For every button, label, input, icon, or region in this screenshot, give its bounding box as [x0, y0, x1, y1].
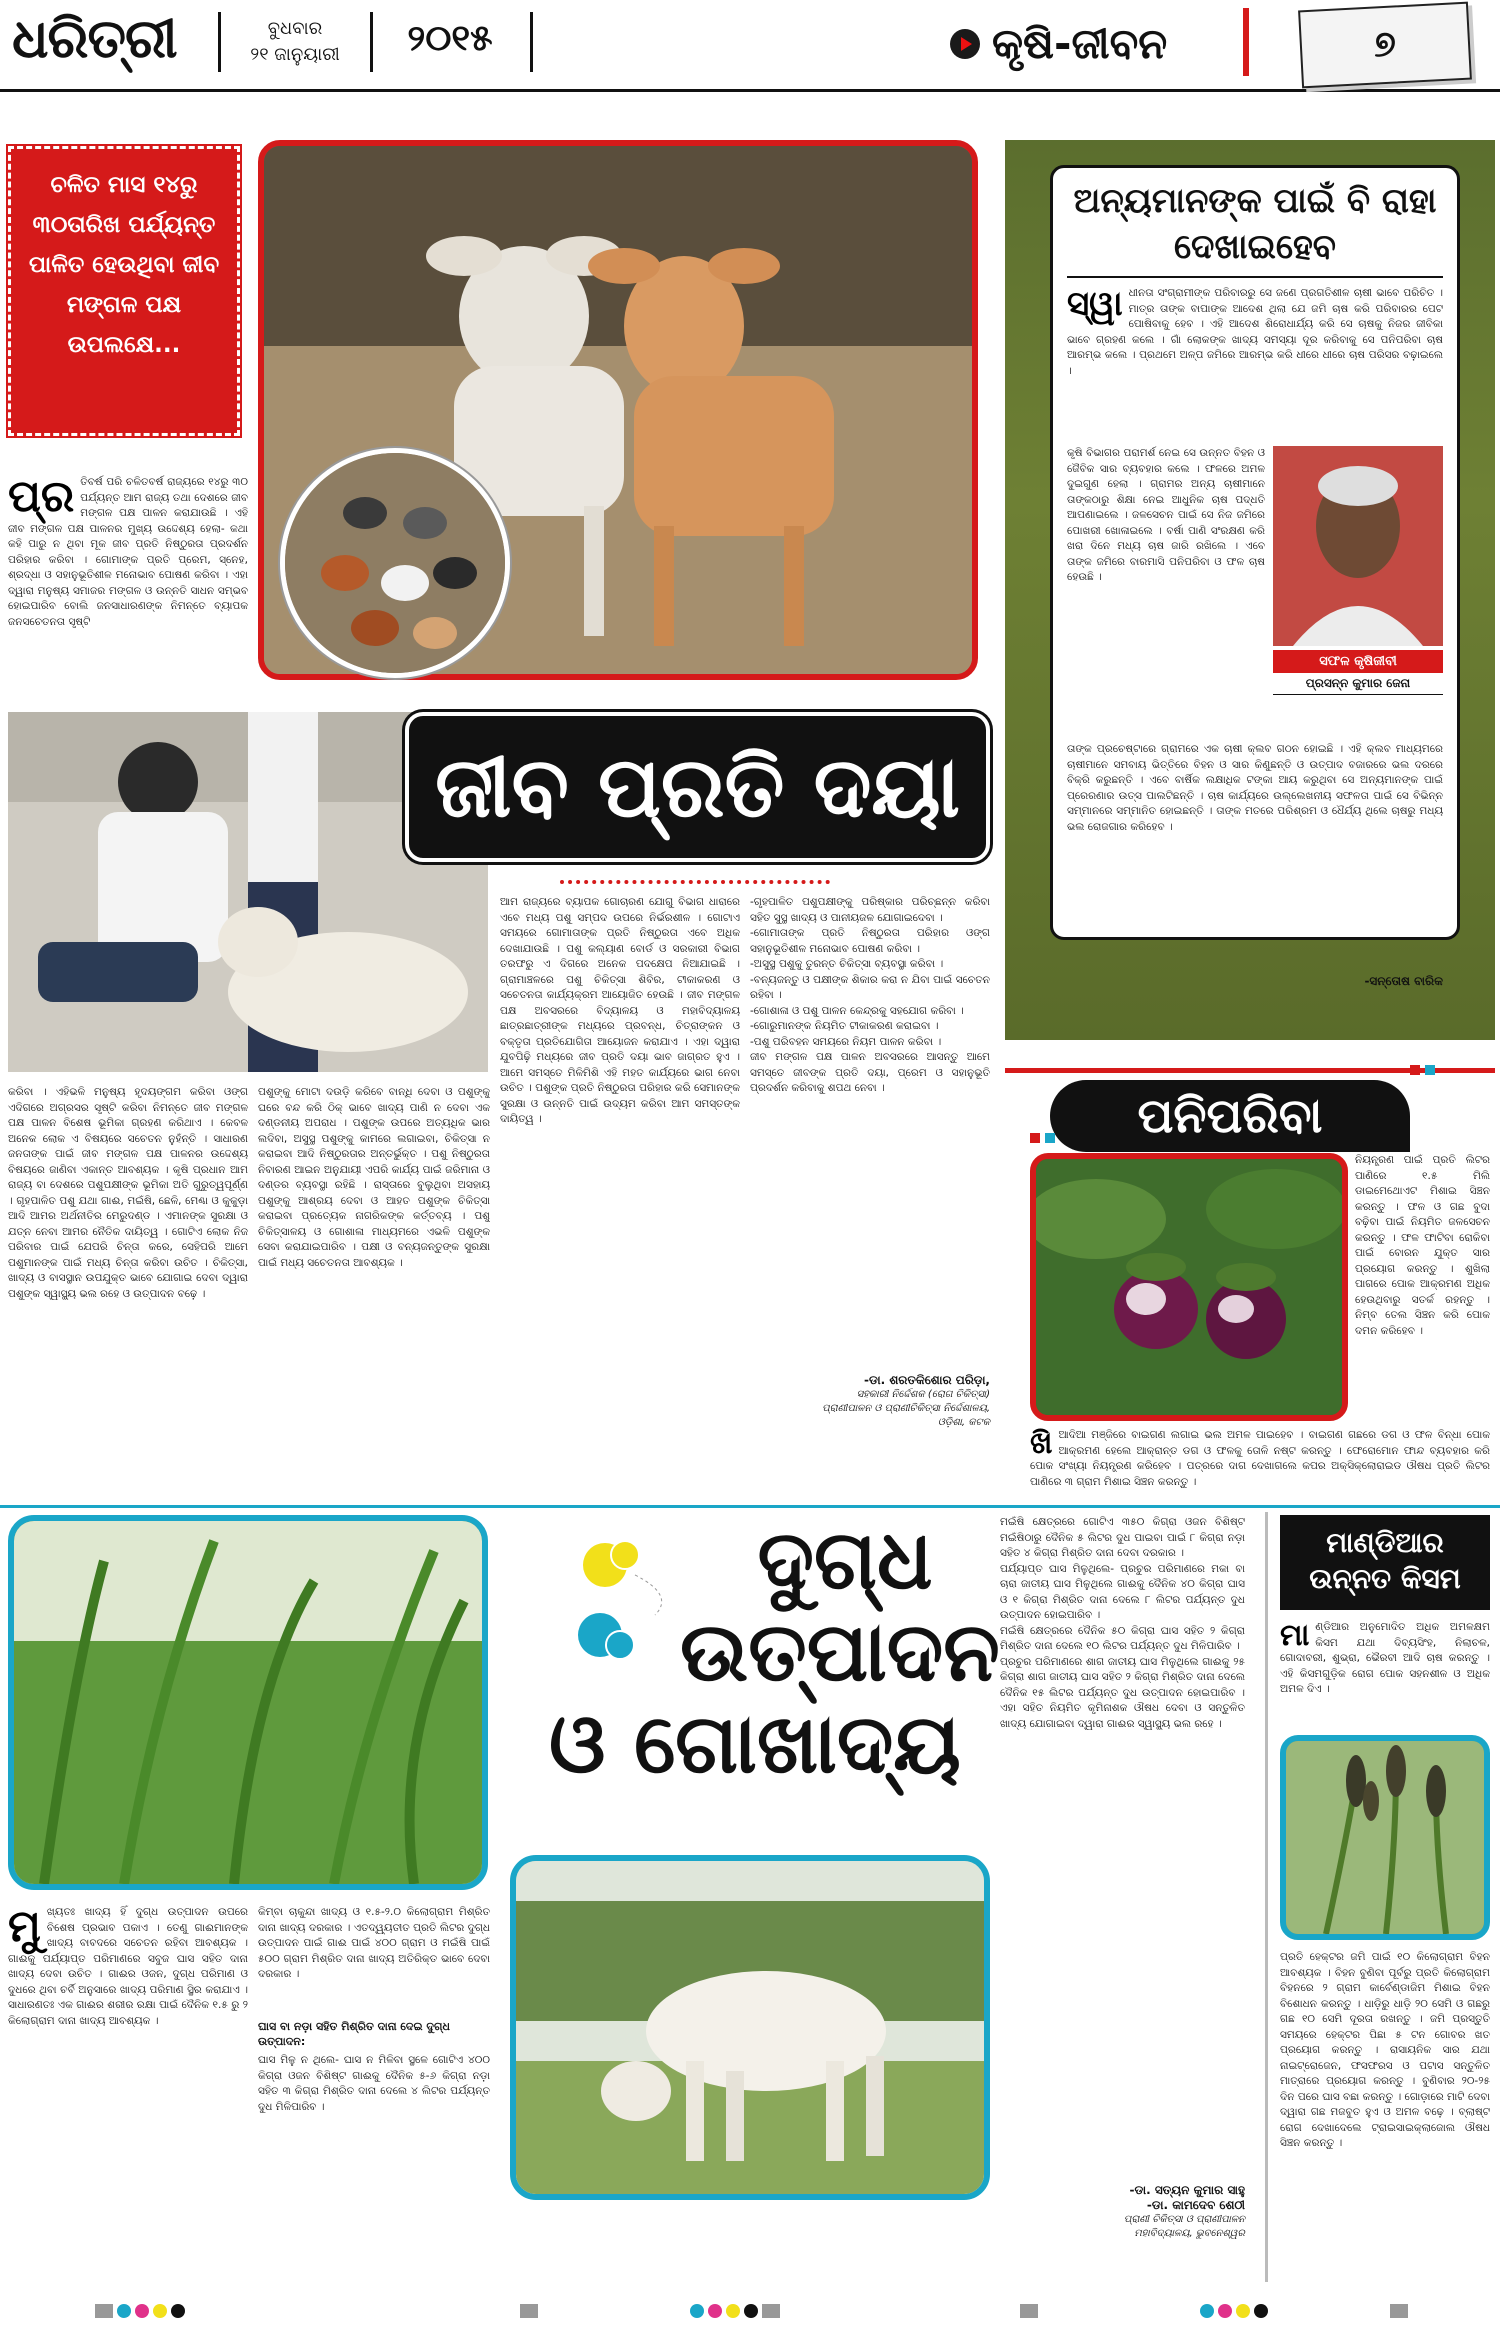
- millet-illustration: [1286, 1741, 1484, 1934]
- red-marker: [1410, 1065, 1420, 1075]
- masthead-divider: [218, 12, 221, 72]
- milk-headline-block: [520, 1513, 1000, 1792]
- mandia-headline-line2: ଉନ୍ନତ କିସମ: [1309, 1562, 1461, 1595]
- success-body-text: ଧୀନତା ସଂଗ୍ରାମୀଙ୍କ ପରିବାରରୁ ସେ ଜଣେ ପ୍ରଗତିଶୀଳ ଚାଷୀ ଭାବେ ପରିଚିତ । ମାତ୍ର ତାଙ୍କ ବାପାଙ୍କ ଆଦେଶ ଥିଲା ଯେ ଜମି ଚାଷ କରି ପରିବାରର ପେଟ ପୋଷିବାକୁ ହେବ । ଏହି ଆଦେଶ ଶିରୋଧାର୍ଯ୍ୟ କରି ସେ ଚାଷକୁ ନିଜର ଜୀବିକା ଭାବେ ଗ୍ରହଣ କଲେ । ଗାଁ ଲୋକଙ୍କ ଖାଦ୍ୟ ସମସ୍ୟା ଦୂର କରିବାକୁ ସେ ପନିପରିବା ଚାଷ ଆରମ୍ଭ କଲେ । ପ୍ରଥମେ ଅଳ୍ପ ଜମିରେ ଆରମ୍ଭ କରି ଧୀରେ ଧୀରେ ଚାଷ ପରିସର ବଢ଼ାଇଲେ ।: [1067, 287, 1443, 377]
- brinjal-illustration: [1036, 1159, 1342, 1415]
- milk-dropcap: ମୁ: [8, 1905, 41, 1952]
- jiba-col1-top-text: ତିବର୍ଷ ପରି ଚଳିତବର୍ଷ ରାଜ୍ୟରେ ୧୪ରୁ ୩୦ ପର୍ଯ୍ୟନ୍ତ ଆମ ରାଜ୍ୟ ତଥା ଦେଶରେ ଜୀବ ମଙ୍ଗଳ ପକ୍ଷ ପାଳନ କରାଯାଉଛି । ଏହି ଜୀବ ମଙ୍ଗଳ ପକ୍ଷ ପାଳନର ମୁଖ୍ୟ ଉଦ୍ଦେଶ୍ୟ ହେଲା- କଥା କହି ପାରୁ ନ ଥିବା ମୂକ ଜୀବ ପ୍ରତି ନିଷ୍ଠୁରତା ପ୍ରଦର୍ଶନ ପରିହାର କରିବା । ଗୋମାଙ୍କ ପ୍ରତି ପ୍ରେମ, ସ୍ନେହ, ଶ୍ରଦ୍ଧା ଓ ସହାନୁଭୂତିଶୀଳ ମନୋଭାବ ପୋଷଣ କରିବା । ଏହା ଦ୍ୱାରା ମନୁଷ୍ୟ ସମାଜର ମଙ୍ଗଳ ଓ ଉନ୍ନତି ସାଧନ ସମ୍ଭବ ହୋଇପାରିବ ବୋଲି ଜନସାଧାରଣଙ୍କ ନିମନ୍ତେ ବ୍ୟାପକ ଜନସଚେତନତା ସୃଷ୍ଟି: [8, 476, 248, 628]
- milk-col2: [258, 1905, 490, 2235]
- mandia-body-top-text: ଣ୍ଡିଆର ଅନୁମୋଦିତ ଅଧିକ ଅମଳକ୍ଷମ କିସମ ଯଥା ଦିବ୍ୟସିଂହ, ନିଲାଚଳ, ଗୋଦାବରୀ, ଶୁଭ୍ରା, ଭୈରବୀ ଆଦି ଚାଷ କରନ୍ତୁ । ଏହି କିସମଗୁଡ଼ିକ ରୋଗ ପୋକ ସହନଶୀଳ ଓ ଅଧିକ ଅମଳ ଦିଏ ।: [1280, 1621, 1490, 1695]
- jiba-col4: [750, 895, 990, 1495]
- portrait-caption: ସଫଳ କୃଷିଜୀବୀ: [1273, 650, 1443, 673]
- jiba-byline-sub3: ଓଡ଼ିଶା, କଟକ: [937, 1417, 990, 1428]
- milk-col3-text: ମଇଁଷି କ୍ଷେତ୍ରରେ ଗୋଟିଏ ୩୫୦ କିଗ୍ରା ଓଜନ ବିଶିଷ୍ଟ ମଇଁଷିଠାରୁ ଦୈନିକ ୫ ଲିଟର ଦୁଧ ପାଇବା ପାଇଁ ୮ କିଗ୍ରା ନଡ଼ା ସହିତ ୪ କିଗ୍ରା ମିଶ୍ରିତ ଦାନା ଦେବା ଦରକାର । ପର୍ଯ୍ୟାପ୍ତ ଘାସ ମିଳୁଥିଲେ- ପ୍ରଚୁର ପରିମାଣରେ ମକା ବା ଚାରା ଜାତୀୟ ଘାସ ମିଳୁଥିଲେ ଗାଈକୁ ଦୈନିକ ୪୦ କିଗ୍ରା ଘାସ ଓ ୧ କିଗ୍ରା ମିଶ୍ରିତ ଦାନା ଦେଲେ ୮ ଲିଟର ପର୍ଯ୍ୟନ୍ତ ଦୁଧ ଉତ୍ପାଦନ ହୋଇପାରିବ । ମଇଁଷି କ୍ଷେତ୍ରରେ ଦୈନିକ ୫୦ କିଗ୍ରା ଘାସ ସହିତ ୨ କିଗ୍ରା ମିଶ୍ରିତ ଦାନା ଦେଲେ ୧୦ ଲିଟର ପର୍ଯ୍ୟନ୍ତ ଦୁଧ ମିଳିପାରିବ । ପ୍ରଚୁର ପରିମାଣରେ ଶାଗ ଜାତୀୟ ଘାସ ମିଳୁଥିଲେ ଗାଈକୁ ୨୫ କିଗ୍ରା ଶାଗ ଜାତୀୟ ଘାସ ସହିତ ୨ କିଗ୍ରା ମିଶ୍ରିତ ଦାନା ଦେଲେ ଦୈନିକ ୧୫ ଲିଟର ପର୍ଯ୍ୟନ୍ତ ଦୁଧ ଉତ୍ପାଦନ ହୋଇପାରିବ । ଏହା ସହିତ ନିୟମିତ କୃମିନାଶକ ଔଷଧ ଦେବା ଓ ସନ୍ତୁଳିତ ଖାଦ୍ୟ ଯୋଗାଇବା ଦ୍ୱାରା ଗାଈର ସ୍ୱାସ୍ଥ୍ୟ ଭଲ ରହେ ।: [1000, 1516, 1245, 1730]
- jiba-headline-text: ଜୀବ ପ୍ରତି ଦୟା: [435, 738, 960, 836]
- success-body: [1067, 286, 1443, 446]
- vegetable-col-right: ନିୟନ୍ତ୍ରଣ ପାଇଁ ପ୍ରତି ଲିଟର ପାଣିରେ ୧.୫ ମିଲି ଡାଇମେଥୋଏଟ ମିଶାଇ ସିଞ୍ଚନ କରନ୍ତୁ । ଫଳ ଓ ଗଛ ବୁଦା ବଢ଼ିବା ପାଇଁ ନିୟମିତ ଜଳସେଚନ କରନ୍ତୁ । ଫଳ ଫାଟିବା ରୋକିବା ପାଇଁ ବୋରନ ଯୁକ୍ତ ସାର ପ୍ରୟୋଗ କରନ୍ତୁ । ଶୁଖିଲା ପାଗରେ ପୋକ ଆକ୍ରମଣ ଅଧିକ ହେଉଥିବାରୁ ସତର୍କ ରହନ୍ତୁ । ନିମ୍ବ ତେଲ ସିଞ୍ଚନ କରି ପୋକ ଦମନ କରିହେବ ।: [1355, 1154, 1490, 1337]
- registration-marks: [690, 2304, 780, 2318]
- fodder-grass-photo: [8, 1515, 488, 1890]
- milk-subhead: ଘାସ ବା ନଡ଼ା ସହିତ ମିଶ୍ରିତ ଦାନା ଦେଇ ଦୁଗ୍ଧ ଉତ୍ପାଦନ:: [258, 2020, 450, 2048]
- jiba-col1-bottom: କରିବା । ଏହିଭଳି ମନୁଷ୍ୟ ହୃଦୟଙ୍ଗମ କରିବା ଓଙ୍ଗ ଏଦିଗରେ ଅଗ୍ରସର ସୃଷ୍ଟି କରିବା ନିମନ୍ତେ ଜୀବ ମଙ୍ଗଳ ପକ୍ଷ ପାଳନ ବିଶେଷ ଭୂମିକା ଗ୍ରହଣ କରିଥାଏ । କେବଳ ଅନେକ ଲୋକ ଏ ବିଷୟରେ ସଚେତନ ନୁହଁନ୍ତି । ସାଧାରଣ ଜନତାଙ୍କ ପାଇଁ ଜୀବ ମଙ୍ଗଳ ପକ୍ଷ ପାଳନର ଉଦ୍ଦେଶ୍ୟ ବିଷୟରେ ଜାଣିବା ଏକାନ୍ତ ଆବଶ୍ୟକ । କୃଷି ପ୍ରଧାନ ଆମ ରାଜ୍ୟ ବା ଦେଶରେ ପଶୁପକ୍ଷୀଙ୍କ ଭୂମିକା ଅତି ଗୁରୁତ୍ୱପୂର୍ଣ୍ଣ । ଗୃହପାଳିତ ପଶୁ ଯଥା ଗାଈ, ମଇଁଷି, ଛେଳି, ମେଣ୍ଢା ଓ କୁକୁଡ଼ା ଆଦି ଆମର ଅର୍ଥନୀତିର ମେରୁଦଣ୍ଡ । ଏମାନଙ୍କ ସୁରକ୍ଷା ଓ ଯତ୍ନ ନେବା ଆମର ନୈତିକ ଦାୟିତ୍ୱ । ଗୋଟିଏ ଲୋକ ନିଜ ପରିବାର ପାଇଁ ଯେପରି ଚିନ୍ତା କରେ, ସେହିପରି ଆମେ ପଶୁମାନଙ୍କ ପାଇଁ ମଧ୍ୟ ଚିନ୍ତା କରିବା ଉଚିତ । ଚିକିତ୍ସା, ଖାଦ୍ୟ ଓ ବାସସ୍ଥାନ ଉପଯୁକ୍ତ ଭାବେ ଯୋଗାଇ ଦେବା ଦ୍ୱାରା ପଶୁଙ୍କ ସ୍ୱାସ୍ଥ୍ୟ ଭଲ ରହେ ଓ ଉତ୍ପାଦନ ବଢ଼େ ।: [8, 1086, 248, 1300]
- masthead-date-text: ୨୧ ଜାନୁୟାରୀ: [250, 44, 340, 65]
- vegetable-color-markers: [1410, 1060, 1435, 1079]
- masthead-divider: [530, 12, 533, 72]
- vegetable-headline-text: ପନିପରିବା: [1137, 1087, 1323, 1144]
- milk-byline-sub2: ମହାବିଦ୍ୟାଳୟ, ଭୁବନେଶ୍ୱର: [1134, 2228, 1245, 2239]
- milk-col2b-text: ଘାସ ମିଳୁ ନ ଥିଲେ- ଘାସ ନ ମିଳିବା ସ୍ଥଳେ ଗୋଟିଏ ୪୦୦ କିଗ୍ରା ଓଜନ ବିଶିଷ୍ଟ ଗାଈକୁ ଦୈନିକ ୫-୬ କିଗ୍ରା ନଡ଼ା ସହିତ ୩ କିଗ୍ରା ମିଶ୍ରିତ ଦାନା ଦେଲେ ୪ ଲିଟର ପର୍ଯ୍ୟନ୍ତ ଦୁଧ ମିଳିପାରିବ ।: [258, 2054, 490, 2113]
- masthead-date: [230, 16, 360, 68]
- success-body-narrow: କୃଷି ବିଭାଗର ପରାମର୍ଶ ନେଇ ସେ ଉନ୍ନତ ବିହନ ଓ ଜୈବିକ ସାର ବ୍ୟବହାର କଲେ । ଫଳରେ ଅମଳ ଦୁଇଗୁଣ ହେଲା । ଗ୍ରାମର ଅନ୍ୟ ଚାଷୀମାନେ ତାଙ୍କଠାରୁ ଶିକ୍ଷା ନେଇ ଆଧୁନିକ ଚାଷ ପଦ୍ଧତି ଆପଣାଇଲେ । ଜଳସେଚନ ପାଇଁ ସେ ନିଜ ଜମିରେ ପୋଖରୀ ଖୋଳାଇଲେ । ବର୍ଷା ପାଣି ସଂରକ୍ଷଣ କରି ଖରା ଦିନେ ମଧ୍ୟ ଚାଷ ଜାରି ରଖିଲେ । ଏବେ ତାଙ୍କ ଜମିରେ ବାରମାସି ପନିପରିବା ଓ ଫଳ ଚାଷ ହେଉଛି ।: [1067, 447, 1265, 583]
- milk-col2-text: କିମ୍ବା ଚାକୁନ୍ଦା ଖାଦ୍ୟ ଓ ୧.୫-୨.୦ କିଲୋଗ୍ରାମ ମିଶ୍ରିତ ଦାନା ଖାଦ୍ୟ ଦରକାର । ଏତଦ୍ୱ୍ୟତୀତ ପ୍ରତି ଲିଟର ଦୁଗ୍ଧ ଉତ୍ପାଦନ ପାଇଁ ଗାଈ ପାଇଁ ୪୦୦ ଗ୍ରାମ ଓ ମଇଁଷି ପାଇଁ ୫୦୦ ଗ୍ରାମ ମିଶ୍ରିତ ଦାନା ଖାଦ୍ୟ ଅତିରିକ୍ତ ଭାବେ ଦେବା ଦରକାର ।: [258, 1906, 490, 1980]
- section-label: [950, 14, 1167, 74]
- jiba-col1-top: [8, 475, 248, 690]
- milk-headline-line3: ଓ ଗୋଖାଦ୍ୟ: [549, 1697, 961, 1792]
- success-portrait-block: [1273, 446, 1443, 736]
- play-icon: [950, 29, 980, 59]
- blue-marker: [1425, 1065, 1435, 1075]
- chickens-inset-photo: [280, 448, 510, 678]
- intro-text: ଚଳିତ ମାସ ୧୪ରୁ ୩୦ତାରିଖ ପର୍ଯ୍ୟନ୍ତ ପାଳିତ ହେଉଥିବା ଜୀବ ମଙ୍ଗଳ ପକ୍ଷ ଉପଲକ୍ଷେ...: [28, 172, 220, 358]
- farmer-portrait-illustration: [1273, 446, 1443, 646]
- milk-byline-sub1: ପ୍ରାଣୀ ଚିକିତ୍ସା ଓ ପ୍ରାଣୀପାଳନ: [1123, 2214, 1245, 2225]
- vegetable-body: [1030, 1428, 1490, 1500]
- success-body-bottom: ତାଙ୍କ ପ୍ରଚେଷ୍ଟାରେ ଗ୍ରାମରେ ଏକ ଚାଷୀ କ୍ଲବ ଗଠନ ହୋଇଛି । ଏହି କ୍ଲବ ମାଧ୍ୟମରେ ଚାଷୀମାନେ ସମବାୟ ଭିତ୍ତିରେ ବିହନ ଓ ସାର କିଣୁଛନ୍ତି ଓ ଉତ୍ପାଦ ବଜାରରେ ଭଲ ଦରରେ ବିକ୍ରି କରୁଛନ୍ତି । ଏବେ ବାର୍ଷିକ ଲକ୍ଷାଧିକ ଟଙ୍କା ଆୟ କରୁଥିବା ସେ ଅନ୍ୟମାନଙ୍କ ପାଇଁ ପ୍ରେରଣାର ଉତ୍ସ ପାଲଟିଛନ୍ତି । ଚାଷ କାର୍ଯ୍ୟରେ ଉଲ୍ଲେଖନୀୟ ସଫଳତା ପାଇଁ ସେ ବିଭିନ୍ନ ସମ୍ମାନରେ ସମ୍ମାନିତ ହୋଇଛନ୍ତି । ତାଙ୍କ ମତରେ ପରିଶ୍ରମ ଓ ଧୈର୍ଯ୍ୟ ଥିଲେ ଚାଷରୁ ମଧ୍ୟ ଭଲ ରୋଜଗାର କରିହେବ ।: [1067, 743, 1443, 833]
- jiba-dropcap: ପ୍ର: [8, 475, 75, 522]
- jiba-byline-sub1: ସହକାରୀ ନିର୍ଦ୍ଦେଶକ (ରୋଗ ଚିକିତ୍ସା): [856, 1389, 990, 1400]
- milk-col1-text: ଖ୍ୟତଃ ଖାଦ୍ୟ ହିଁ ଦୁଗ୍ଧ ଉତ୍ପାଦନ ଉପରେ ବିଶେଷ ପ୍ରଭାବ ପକାଏ । ତେଣୁ ଗାଈମାନଙ୍କ ଖାଦ୍ୟ ବାବଦରେ ସଚେତନ ରହିବା ଆବଶ୍ୟକ । ଗାଈକୁ ପର୍ଯ୍ୟାପ୍ତ ପରିମାଣରେ ସବୁଜ ଘାସ ସହିତ ଦାନା ଖାଦ୍ୟ ଦେବା ଉଚିତ । ଗାଈର ଓଜନ, ଦୁଗ୍ଧ ପରିମାଣ ଓ ଦୁଧରେ ଥିବା ଚର୍ବି ଅନୁସାରେ ଖାଦ୍ୟ ପରିମାଣ ସ୍ଥିର କରାଯାଏ । ସାଧାରଣତଃ ଏକ ଗାଈର ଶରୀର ରକ୍ଷା ପାଇଁ ଦୈନିକ ୧.୫ ରୁ ୨ କିଲୋଗ୍ରାମ ଦାନା ଖାଦ୍ୟ ଆବଶ୍ୟକ ।: [8, 1906, 248, 2027]
- headline-ornament: [560, 870, 830, 884]
- milk-headline-line1: ଦୁଗ୍ଧ: [757, 1513, 933, 1608]
- page-number: ୭: [1298, 2, 1472, 89]
- blue-marker: [1045, 1133, 1055, 1143]
- milk-byline1: -ଡା. ସତ୍ୟନ କୁମାର ସାହୁ: [1129, 2183, 1245, 2197]
- jiba-col3: ଆମ ରାଜ୍ୟରେ ବ୍ୟାପକ ଗୋଚାରଣ ଯୋଗୁ ବିଭାଗ ଧାରାରେ ଏବେ ମଧ୍ୟ ପଶୁ ସମ୍ପଦ ଉପରେ ନିର୍ଭରଶୀଳ । ଗୋଟାଏ ସମୟରେ ଗୋମାତାଙ୍କ ପ୍ରତି ନିଷ୍ଠୁରତା ଏବେ ଅଧିକ ଦେଖାଯାଉଛି । ପଶୁ କଲ୍ୟାଣ ବୋର୍ଡ ଓ ସରକାରୀ ବିଭାଗ ତରଫରୁ ଏ ଦିଗରେ ଅନେକ ପଦକ୍ଷେପ ନିଆଯାଇଛି । ଗ୍ରାମାଞ୍ଚଳରେ ପଶୁ ଚିକିତ୍ସା ଶିବିର, ଟୀକାକରଣ ଓ ସଚେତନତା କାର୍ଯ୍ୟକ୍ରମ ଆୟୋଜିତ ହେଉଛି । ଜୀବ ମଙ୍ଗଳ ପକ୍ଷ ଅବସରରେ ବିଦ୍ୟାଳୟ ଓ ମହାବିଦ୍ୟାଳୟ ଛାତ୍ରଛାତ୍ରୀଙ୍କ ମଧ୍ୟରେ ପ୍ରବନ୍ଧ, ଚିତ୍ରାଙ୍କନ ଓ ବକ୍ତୃତା ପ୍ରତିଯୋଗିତା ଆୟୋଜନ କରାଯାଏ । ଏହା ଦ୍ୱାରା ଯୁବପିଢ଼ି ମଧ୍ୟରେ ଜୀବ ପ୍ରତି ଦୟା ଭାବ ଜାଗ୍ରତ ହୁଏ । ଆମେ ସମସ୍ତେ ମିଳିମିଶି ଏହି ମହତ କାର୍ଯ୍ୟରେ ଭାଗ ନେବା ଉଚିତ । ପଶୁଙ୍କ ପ୍ରତି ନିଷ୍ଠୁରତା ପରିହାର କରି ସେମାନଙ୍କ ସୁରକ୍ଷା ଓ ଉନ୍ନତି ପାଇଁ ଉଦ୍ୟମ କରିବା ଆମ ସମସ୍ତଙ୍କ ଦାୟିତ୍ୱ ।: [500, 896, 740, 1125]
- vegetable-color-markers-left: [1030, 1128, 1060, 1138]
- section-red-bar: [1243, 8, 1249, 76]
- success-dropcap: ସ୍ୱା: [1067, 286, 1123, 324]
- vegetable-body-text: ଆଦିଆ ମଞ୍ଜିରେ ବାଇଗଣ ଲଗାଇ ଭଲ ଅମଳ ପାଇହେବ । ବାଇଗଣ ଗଛରେ ଡଗ ଓ ଫଳ ବିନ୍ଧା ପୋକ ଆକ୍ରମଣ ହେଲେ ଆକ୍ରାନ୍ତ ଡଗ ଓ ଫଳକୁ ତୋଳି ନଷ୍ଟ କରନ୍ତୁ । ଫେରୋମୋନ ଫାନ୍ଦ ବ୍ୟବହାର କରି ପୋକ ସଂଖ୍ୟା ନିୟନ୍ତ୍ରଣ କରିହେବ । ପତ୍ରରେ ଦାଗ ଦେଖାଗଲେ କପର ଅକ୍ସିକ୍ଲୋରାଇଡ ଔଷଧ ପ୍ରତି ଲିଟର ପାଣିରେ ୩ ଗ୍ରାମ ମିଶାଇ ସିଞ୍ଚନ କରନ୍ତୁ ।: [1030, 1429, 1490, 1488]
- section-title: କୃଷି-ଜୀବନ: [992, 19, 1168, 68]
- brinjal-photo: [1030, 1153, 1348, 1421]
- farmer-portrait: [1273, 446, 1443, 646]
- mandia-body-top: [1280, 1620, 1490, 1730]
- red-marker: [1030, 1133, 1040, 1143]
- masthead: [0, 0, 1500, 92]
- success-headline: ଅନ୍ୟମାନଙ୍କ ପାଇଁ ବି ରାହା ଦେଖାଇହେବ: [1067, 178, 1443, 278]
- section-divider: [0, 1505, 1500, 1508]
- portrait-name: ପ୍ରସନ୍ନ କୁମାର ଜେନା: [1273, 673, 1443, 695]
- registration-marks: [1200, 2304, 1268, 2318]
- registration-marks: [95, 2304, 185, 2318]
- registration-marks: [1390, 2304, 1408, 2318]
- milk-byline2: -ଡା. କାମଦେବ ଶେଠୀ: [1146, 2198, 1245, 2212]
- cow-grazing-photo: [510, 1855, 990, 2200]
- success-byline: -ସନ୍ତୋଷ ବାରିକ: [1364, 974, 1443, 988]
- vegetable-headline: [1050, 1080, 1410, 1152]
- registration-marks: [1020, 2304, 1038, 2318]
- milk-col3: [1000, 1515, 1245, 2275]
- newspaper-logo: ଧରିତ୍ରୀ: [12, 6, 177, 70]
- decorative-circles-icon: [565, 1535, 685, 1665]
- jiba-col4-text: -ଗୃହପାଳିତ ପଶୁପକ୍ଷୀଙ୍କୁ ପରିଷ୍କାର ପରିଚ୍ଛନ୍ନ କରିବା ସହିତ ସୁସ୍ଥ ଖାଦ୍ୟ ଓ ପାନୀୟଜଳ ଯୋଗାଇଦେବା । -ଗୋମାତାଙ୍କ ପ୍ରତି ନିଷ୍ଠୁରତା ପରିହାର ଓଙ୍ଗ ସହାନୁଭୂତିଶୀଳ ମନୋଭାବ ପୋଷଣ କରିବା । -ଅସୁସ୍ଥ ପଶୁକୁ ତୁରନ୍ତ ଚିକିତ୍ସା ବ୍ୟବସ୍ଥା କରିବା । -ବନ୍ୟଜନ୍ତୁ ଓ ପକ୍ଷୀଙ୍କ ଶିକାର କରା ନ ଯିବା ପାଇଁ ସଚେତନ ରହିବା । -ଗୋଶାଳା ଓ ପଶୁ ପାଳନ କେନ୍ଦ୍ରକୁ ସହଯୋଗ କରିବା । -ଗୋରୁମାନଙ୍କ ନିୟମିତ ଟୀକାକରଣ କରାଇବା । -ପଶୁ ପରିବହନ ସମୟରେ ନିୟମ ପାଳନ କରିବା । ଜୀବ ମଙ୍ଗଳ ପକ୍ଷ ପାଳନ ଅବସରରେ ଆସନ୍ତୁ ଆମେ ସମସ୍ତେ ଜୀବଙ୍କ ପ୍ରତି ଦୟା, ପ୍ରେମ ଓ ସହାନୁଭୂତି ପ୍ରଦର୍ଶନ କରିବାକୁ ଶପଥ ନେବା ।: [750, 896, 990, 1094]
- chickens-illustration: [285, 453, 505, 673]
- fodder-grass-illustration: [14, 1521, 482, 1884]
- jiba-col2-bottom: ପଶୁଙ୍କୁ ମୋଟା ଦଉଡ଼ି କରିବେ ବାନ୍ଧି ଦେବା ଓ ପଶୁଙ୍କୁ ଘରେ ବନ୍ଦ କରି ଠିକ୍ ଭାବେ ଖାଦ୍ୟ ପାଣି ନ ଦେବା ଏକ ଦଣ୍ଡନୀୟ ଅପରାଧ । ପଶୁଙ୍କ ଉପରେ ଅତ୍ୟଧିକ ଭାର ଲଦିବା, ଅସୁସ୍ଥ ପଶୁଙ୍କୁ କାମରେ ଲଗାଇବା, ଚିକିତ୍ସା ନ କରାଇବା ଆଦି ନିଷ୍ଠୁରତାର ଅନ୍ତର୍ଭୁକ୍ତ । ପଶୁ ନିଷ୍ଠୁରତା ନିବାରଣ ଆଇନ ଅନୁଯାୟୀ ଏପରି କାର୍ଯ୍ୟ ପାଇଁ ଜରିମାନା ଓ ଦଣ୍ଡର ବ୍ୟବସ୍ଥା ରହିଛି । ରାସ୍ତାରେ ବୁଲୁଥିବା ଅସହାୟ ପଶୁଙ୍କୁ ଆଶ୍ରୟ ଦେବା ଓ ଆହତ ପଶୁଙ୍କ ଚିକିତ୍ସା କରାଇବା ପ୍ରତ୍ୟେକ ନାଗରିକଙ୍କ କର୍ତ୍ତବ୍ୟ । ପଶୁ ଚିକିତ୍ସାଳୟ ଓ ଗୋଶାଳା ମାଧ୍ୟମରେ ଏଭଳି ପଶୁଙ୍କ ସେବା କରାଯାଇପାରିବ । ପକ୍ଷୀ ଓ ବନ୍ୟଜନ୍ତୁଙ୍କ ସୁରକ୍ଷା ପାଇଁ ମଧ୍ୟ ସଚେତନତା ଆବଶ୍ୟକ ।: [258, 1086, 490, 1269]
- milk-headline-line2: ଉତ୍ପାଦନ: [680, 1605, 1000, 1700]
- registration-marks: [520, 2304, 538, 2318]
- cow-grazing-illustration: [516, 1861, 984, 2194]
- millet-photo: [1280, 1735, 1490, 1940]
- mandia-headline-line1: ମାଣ୍ଡିଆର: [1326, 1526, 1444, 1559]
- jiba-byline: -ଡା. ଶରତକିଶୋର ପରିଡ଼ା,: [863, 1373, 990, 1387]
- jiba-headline: [405, 712, 990, 862]
- vegetable-dropcap: ଖି: [1030, 1428, 1053, 1461]
- masthead-day: ବୁଧବାର: [267, 18, 323, 39]
- intro-box: [8, 146, 240, 436]
- mandia-body-bottom: ପ୍ରତି ହେକ୍ଟର ଜମି ପାଇଁ ୧୦ କିଲୋଗ୍ରାମ ବିହନ ଆବଶ୍ୟକ । ବିହନ ବୁଣିବା ପୂର୍ବରୁ ପ୍ରତି କିଲୋଗ୍ରାମ ବିହନରେ ୨ ଗ୍ରାମ କାର୍ବେଣ୍ଡାଜିମ ମିଶାଇ ବିହନ ବିଶୋଧନ କରନ୍ତୁ । ଧାଡ଼ିରୁ ଧାଡ଼ି ୨୦ ସେମି ଓ ଗଛରୁ ଗଛ ୧୦ ସେମି ଦୂରତା ରଖନ୍ତୁ । ଜମି ପ୍ରସ୍ତୁତି ସମୟରେ ହେକ୍ଟର ପିଛା ୫ ଟନ ଗୋବର ଖତ ପ୍ରୟୋଗ କରନ୍ତୁ । ରାସାୟନିକ ସାର ଯଥା ନାଇଟ୍ରୋଜେନ, ଫସଫରସ ଓ ପଟାସ ସନ୍ତୁଳିତ ମାତ୍ରାରେ ପ୍ରୟୋଗ କରନ୍ତୁ । ବୁଣିବାର ୨୦-୨୫ ଦିନ ପରେ ଘାସ ବଛା କରନ୍ତୁ । ଗୋଡ଼ାରେ ମାଟି ଦେବା ଦ୍ୱାରା ଗଛ ମଜବୁତ ହୁଏ ଓ ଅମଳ ବଢ଼େ । ବ୍ଲାଷ୍ଟ ରୋଗ ଦେଖାଦେଲେ ଟ୍ରାଇସାଇକ୍ଲାଜୋଲ ଔଷଧ ସିଞ୍ଚନ କରନ୍ତୁ ।: [1280, 1951, 1490, 2149]
- mandia-dropcap: ମା: [1280, 1620, 1310, 1653]
- milk-col1: [8, 1905, 248, 2235]
- masthead-divider: [370, 12, 373, 72]
- success-middle-row: [1067, 446, 1443, 736]
- success-story-card: [1050, 165, 1460, 988]
- masthead-year: ୨୦୧୫: [407, 18, 493, 59]
- mandia-headline: [1280, 1515, 1490, 1610]
- mandia-divider: [1265, 1512, 1268, 2282]
- jiba-byline-sub2: ପ୍ରାଣୀପାଳନ ଓ ପ୍ରାଣୀଚିକିତ୍ସା ନିର୍ଦ୍ଦେଶାଳୟ,: [822, 1403, 990, 1414]
